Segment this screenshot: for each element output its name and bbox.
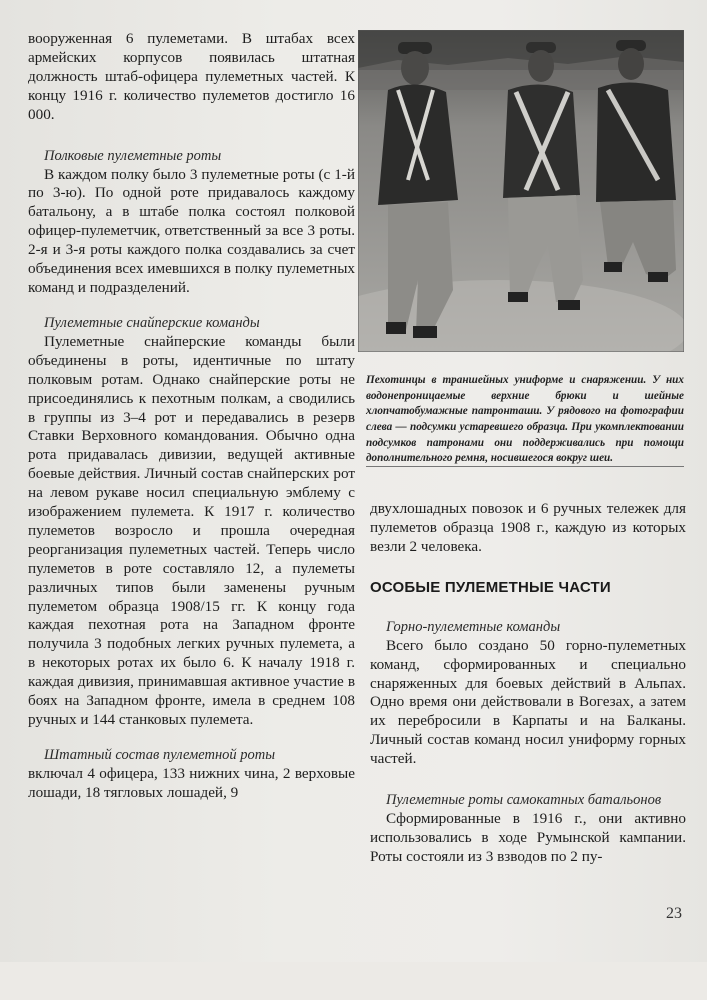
- bottom-margin: [0, 962, 707, 1000]
- paragraph-regimental-companies: В каждом полку было 3 пулеметные роты (с 1-й по 3-ю). По одной роте придавалось каждому батальону, а в штабе полка состоял полковой офицер-пулеметчик, ответственный за все 3 роты. 2-я и 3-я роты каждого полка создавались за счет объединения всех имевшихся в полку пулеметных команд и подразделений.: [28, 165, 355, 296]
- page-number: 23: [666, 905, 682, 922]
- right-column: [370, 500, 686, 867]
- paragraph-sniper-teams: Пулеметные снайперские команды были объединены в роты, идентичные по штату полковым ротам. Однако снайперские роты не присоединялись к пехотным полкам, а сводились в группы из 3–4 рот и передавались в резерв Ставки Верховного командования. Обычно одна рота придавалась дивизии, ведущей активные боевые действия. Личный состав снайперских рот на левом рукаве носил специальную эмблему с изображением пулемета. К 1917 г. количество пулеметов возросло и прошла очередная реорганизация пулеметных частей. Теперь число пулеметов в роте составляло 12, а пулеметы различных типов были заменены ручным пулеметом образца 1908/15 гг. К концу года каждая пехотная рота на Западном фронте получила 3 подобных легких ручных пулемета, а в некоторых ротах их было 6. К началу 1918 г. каждая дивизия, принимавшая активное участие в боях на Западном фронте, имела в среднем 108 ручных и 144 станковых пулемета.: [28, 332, 355, 728]
- continuation-paragraph: двухлошадных повозок и 6 ручных тележек для пулеметов образца 1908 г., каждую из которых везли 2 человека.: [370, 500, 686, 555]
- paragraph-mountain-teams: Всего было создано 50 горно-пулеметных команд, сформированных и специально снаряженных для боевых действий в Альпах. Одно время они действовали в Вогезах, а затем их перебросили в Карпаты и на Балканы. Личный состав команд носил униформу горных частей.: [370, 636, 686, 768]
- left-column: [28, 30, 355, 803]
- heading-regimental-companies: Полковые пулеметные роты: [44, 147, 222, 164]
- section-title: ОСОБЫЕ ПУЛЕМЕТНЫЕ ЧАСТИ: [370, 578, 611, 596]
- paragraph-bicycle-companies: Сформированные в 1916 г., они активно использовались в ходе Румынской кампании. Роты состояли из 3 взводов по 2 пу-: [370, 810, 686, 865]
- soldiers-photo: [358, 30, 684, 352]
- heading-sniper-teams: Пулеметные снайперские команды: [44, 314, 260, 331]
- intro-paragraph: вооруженная 6 пулеметами. В штабах всех армейских корпусов появилась штатная должность штаб-офицера пулеметных частей. К концу 1916 г. количество пулеметов достигло 16 000.: [28, 30, 355, 123]
- heading-company-strength: Штатный состав пулеметной роты: [44, 746, 276, 763]
- heading-mountain-teams: Горно-пулеметные команды: [386, 618, 561, 635]
- caption-divider: [366, 466, 684, 467]
- heading-bicycle-companies: Пулеметные роты самокатных батальонов: [386, 792, 662, 809]
- photo-caption: Пехотинцы в траншейных униформе и снаряжении. У них водонепроницаемые верхние брюки и шейные хлопчатобумажные патронташи. У рядового на фотографии слева — подсумки устаревшего образца. При укомплектовании подсумков патронами они поддерживались при помощи дополнительного ремня, носившегося вокруг шеи.: [366, 374, 684, 465]
- paragraph-company-strength: включал 4 офицера, 133 нижних чина, 2 верховые лошади, 18 тягловых лошадей, 9: [28, 764, 355, 801]
